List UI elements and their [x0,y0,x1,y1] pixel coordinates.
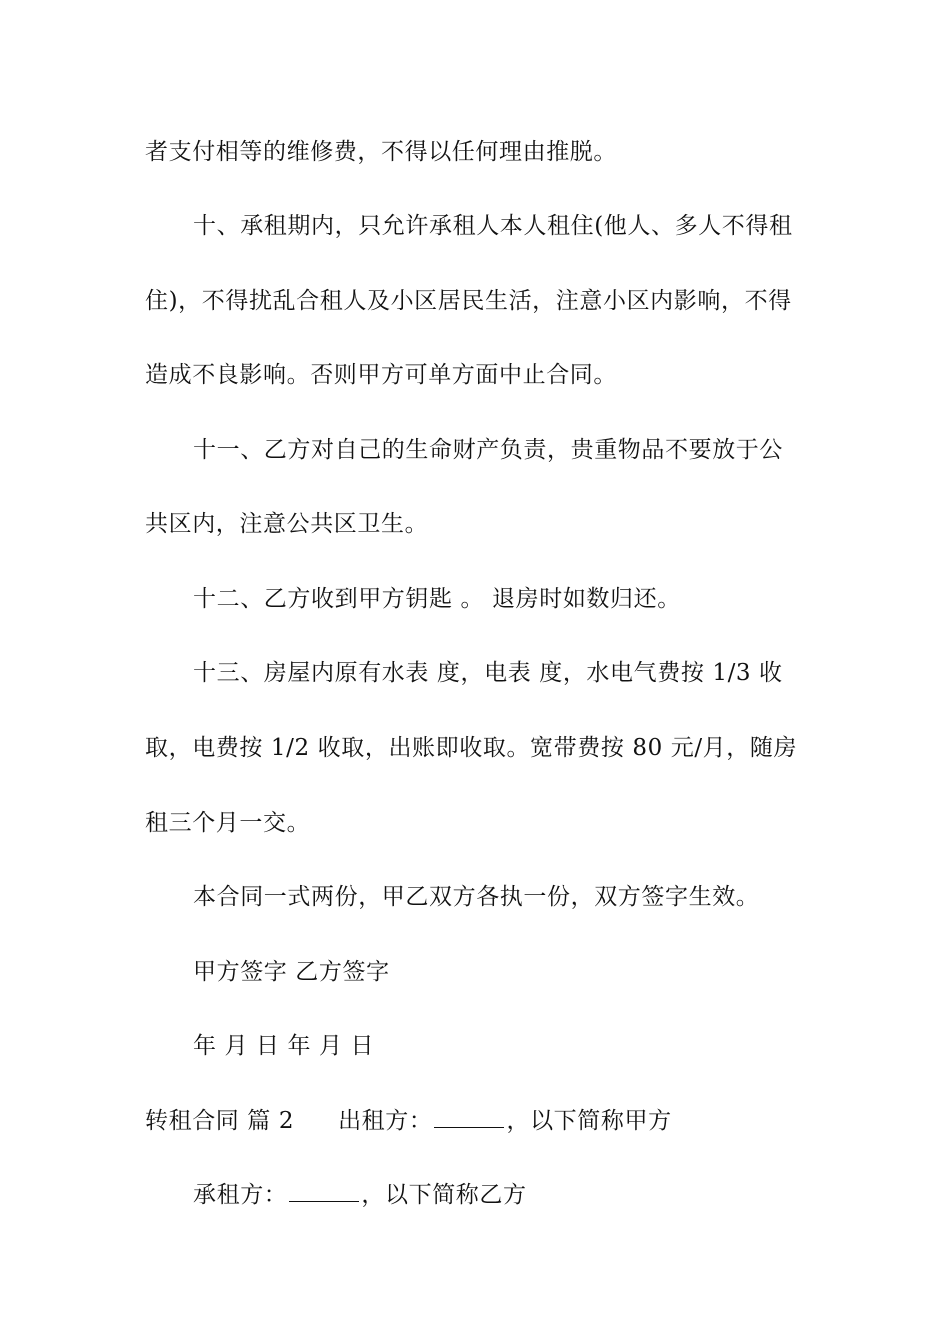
closing-statement: 本合同一式两份，甲乙双方各执一份，双方签字生效。 [193,884,760,910]
clause-12-line: 十二、乙方收到甲方钥匙 。 退房时如数归还。 [193,586,681,612]
paragraph-line: 造成不良影响。否则甲方可单方面中止合同。 [145,362,617,388]
lessee-line [193,1180,527,1210]
paragraph-line: 取，电费按 1/2 收取，出账即收取。宽带费按 80 元/月，随房 [145,735,798,761]
clause-13-line: 十三、房屋内原有水表 度，电表 度，水电气费按 1/3 收 [193,660,783,686]
paragraph-line: 共区内，注意公共区卫生。 [145,511,429,537]
clause-10-line: 十、承租期内，只允许承租人本人租住(他人、多人不得租 [193,213,793,239]
lessee-label: 承租方： [193,1182,288,1208]
section-title: 转租合同 篇 2 [145,1108,295,1134]
date-labels: 年 月 日 年 月 日 [193,1033,375,1059]
lessee-suffix: ，以下简称乙方 [361,1182,527,1208]
lessor-suffix: ，以下简称甲方 [506,1108,672,1134]
paragraph-line: 住)，不得扰乱合租人及小区居民生活，注意小区内影响，不得 [145,288,792,314]
lessee-blank [289,1181,359,1202]
paragraph-line: 租三个月一交。 [145,810,311,836]
lessor-blank [434,1107,504,1128]
section-heading-line [145,1106,672,1136]
signature-labels: 甲方签字 乙方签字 [193,959,390,985]
paragraph-line: 者支付相等的维修费，不得以任何理由推脱。 [145,139,617,165]
lessor-label: 出租方： [338,1108,433,1134]
clause-11-line: 十一、乙方对自己的生命财产负责，贵重物品不要放于公 [193,437,783,463]
